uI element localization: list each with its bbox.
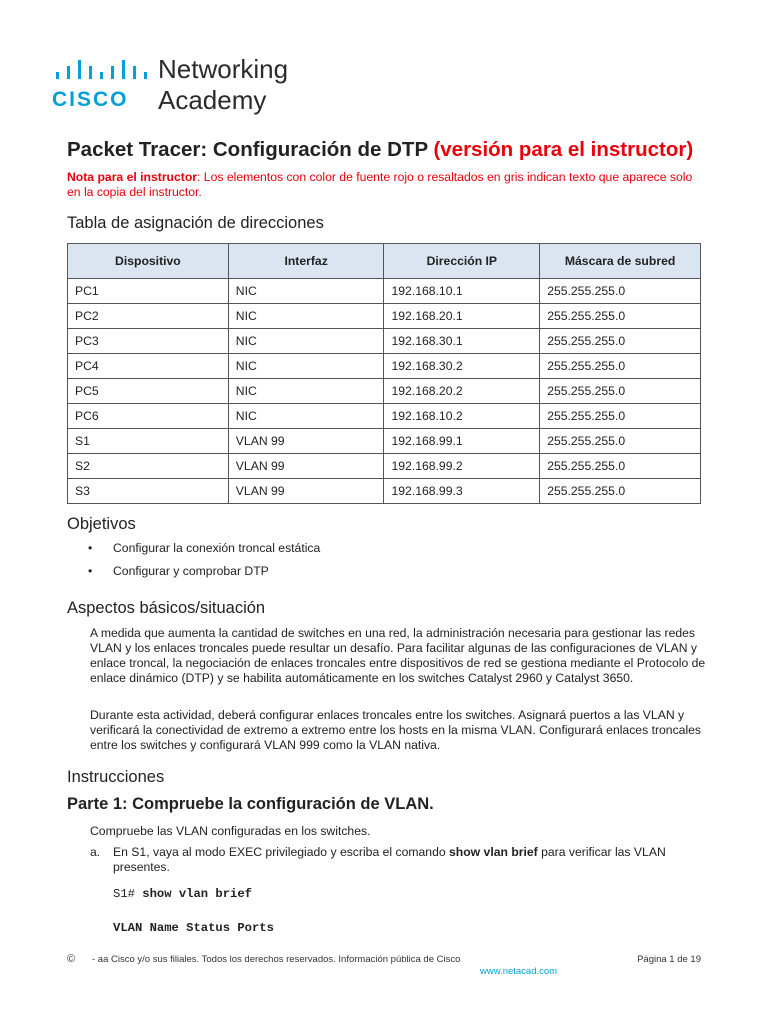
cell-device: S2 [68,454,229,479]
cell-device: S3 [68,479,229,504]
cell-mask: 255.255.255.0 [540,404,701,429]
cell-ip: 192.168.10.1 [384,279,540,304]
cell-ip: 192.168.30.2 [384,354,540,379]
addressing-table-heading: Tabla de asignación de direcciones [67,214,324,232]
cell-ip: 192.168.20.2 [384,379,540,404]
page-number: Página 1 de 19 [637,954,701,965]
part1-heading-text: Parte 1: Compruebe la configuración de VLAN. [67,795,434,813]
cell-mask: 255.255.255.0 [540,304,701,329]
table-row [68,454,701,479]
cisco-networking-academy-logo [52,54,312,118]
table-row [68,304,701,329]
cell-mask: 255.255.255.0 [540,429,701,454]
background-paragraph-1: A medida que aumenta la cantidad de switches en una red, la administración necesaria para gestionar las redes VLAN y los enlaces troncales puede resultar un desafío. Para facilitar algunas de las configuraciones de VLAN y enlace troncal, la negociación de enlaces troncales entre dispositivos de red se gestiona mediante el Protocolo de enlace dinámico (DTP) y se habilita automáticamente en los switches Catalyst 2960 y Catalyst 3650. [90,626,706,685]
cell-device: PC2 [68,304,229,329]
code-command: show vlan brief [142,887,252,901]
cell-device: S1 [68,429,229,454]
cell-device: PC6 [68,404,229,429]
table-row [68,279,701,304]
background-paragraph-2: Durante esta actividad, deberá configurar enlaces troncales entre los switches. Asignará puertos a las VLAN y verificará la conectividad de extremo a extremo entre los hosts en la misma VLAN. Configurará enlaces troncales entre los switches y configurará VLAN 999 como la VLAN nativa. [90,708,702,752]
cell-ip: 192.168.10.2 [384,404,540,429]
cell-interface: NIC [228,329,384,354]
instructor-note-text: : Los elementos con color de fuente rojo o resaltados en gris indican texto que aparece solo en la copia del instructor. [67,170,693,199]
cisco-wordmark: CISCO [52,88,129,111]
code-output-line [113,921,274,935]
cell-device: PC5 [68,379,229,404]
document-title [67,138,747,162]
cell-ip: 192.168.99.3 [384,479,540,504]
cell-mask: 255.255.255.0 [540,329,701,354]
table-row [68,354,701,379]
cell-interface: VLAN 99 [228,429,384,454]
header-interface: Interfaz [228,244,384,279]
objectives-heading: Objetivos [67,515,136,533]
table-header-row [68,244,701,279]
footer-rights: - aa Cisco y/o sus filiales. Todos los derechos reservados. Información pública de Cisco [92,954,461,965]
background-heading: Aspectos básicos/situación [67,599,266,617]
instructions-heading: Instrucciones [67,768,165,786]
cell-interface: VLAN 99 [228,479,384,504]
cell-mask: 255.255.255.0 [540,354,701,379]
part1-heading [67,795,434,814]
logo-networking: Networking [158,54,289,84]
cell-mask: 255.255.255.0 [540,479,701,504]
cell-interface: NIC [228,379,384,404]
cisco-bars-icon [54,60,150,84]
cell-device: PC3 [68,329,229,354]
step-a-text [113,845,713,875]
cell-device: PC4 [68,354,229,379]
copyright-icon: © [67,953,76,965]
cell-interface: VLAN 99 [228,454,384,479]
header-device: Dispositivo [68,244,229,279]
cell-interface: NIC [228,404,384,429]
table-row [68,329,701,354]
step-a-pre: En S1, vaya al modo EXEC privilegiado y escriba el comando [113,845,450,859]
cell-interface: NIC [228,304,384,329]
header-ip: Dirección IP [384,244,540,279]
cell-mask: 255.255.255.0 [540,279,701,304]
cell-device: PC1 [68,279,229,304]
cell-mask: 255.255.255.0 [540,379,701,404]
title-instructor-version: (versión para el instructor) [433,138,694,161]
cell-ip: 192.168.99.1 [384,429,540,454]
cell-ip: 192.168.30.1 [384,329,540,354]
instructor-note-label: Nota para el instructor [67,170,198,184]
netacad-link[interactable]: www.netacad.com [480,966,558,977]
table-row [68,429,701,454]
instructions-intro: Compruebe las VLAN configuradas en los switches. [90,824,371,838]
cell-mask: 255.255.255.0 [540,454,701,479]
table-row [68,379,701,404]
cell-ip: 192.168.20.1 [384,304,540,329]
cell-interface: NIC [228,279,384,304]
title-main: Packet Tracer: Configuración de DTP [67,138,434,161]
step-a [90,845,710,877]
addressing-table [67,243,701,504]
list-item: • Configurar la conexión troncal estática [88,541,320,564]
step-a-label: a. [90,845,101,859]
code-command-line [113,887,252,901]
list-item: • Configurar y comprobar DTP [88,564,320,587]
cell-interface: NIC [228,354,384,379]
instructor-note [67,170,707,200]
code-output: VLAN Name Status Ports [113,921,274,935]
code-prompt: S1# [113,887,143,901]
cell-ip: 192.168.99.2 [384,454,540,479]
objectives-list [88,541,320,587]
header-mask: Máscara de subred [540,244,701,279]
step-a-post: para verificar las VLAN presentes. [113,845,666,874]
logo-academy: Academy [158,85,267,115]
step-a-command: show vlan brief [449,845,538,859]
table-row [68,479,701,504]
table-row [68,404,701,429]
